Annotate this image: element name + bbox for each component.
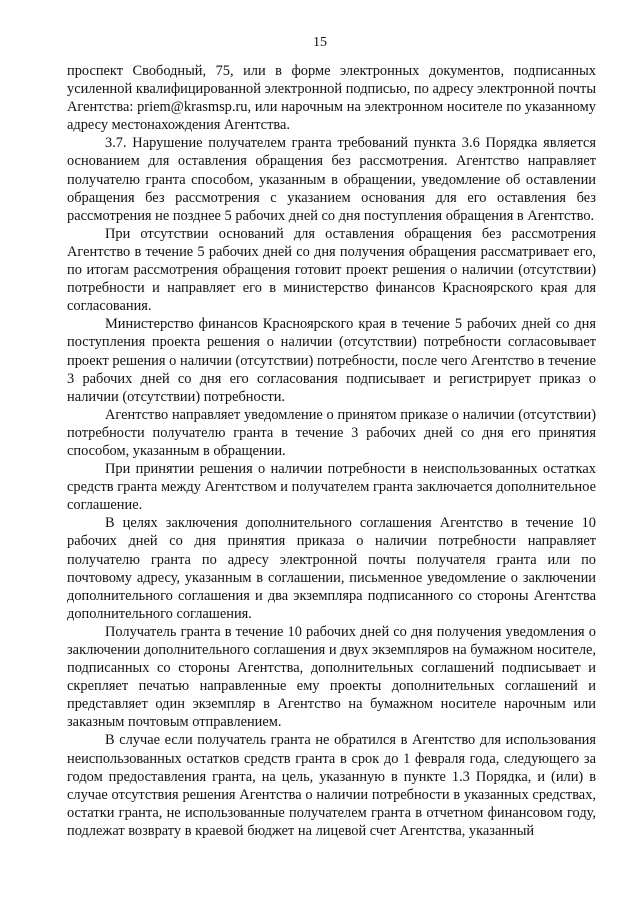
document-body xyxy=(67,62,596,840)
paragraph: В целях заключения дополнительного соглашения Агентство в течение 10 рабочих дней со дня принятия приказа о наличии потребности направляет получателю гранта по адресу электронной почты получателя гранта или по почтовому адресу, указанным в соглашении, письменное уведомление о заключении дополнительного соглашения и два экземпляра подписанного со стороны Агентства дополнительного соглашения. xyxy=(67,515,596,622)
paragraph: Получатель гранта в течение 10 рабочих дней со дня получения уведомления о заключении дополнительного соглашения и двух экземпляров на бумажном носителе, подписанных со стороны Агентства, дополнительных соглашений подписывает и скрепляет печатью направленные ему проекты дополнительных соглашений и представляет один экземпляр в Агентство на бумажном носителе нарочным или заказным почтовым отправлением. xyxy=(67,623,596,731)
paragraph-clause-3-7: 3.7. Нарушение получателем гранта требований пункта 3.6 Порядка является основанием для оставления обращения без рассмотрения. Агентство направляет получателю гранта способом, указанным в обращении, уведомление об оставлении обращения без рассмотрения с указанием основания для его оставления без рассмотрения не позднее 5 рабочих дней со дня поступления обращения в Агентство. xyxy=(67,135,596,224)
paragraph-continuation: проспект Свободный, 75, или в форме электронных документов, подписанных усиленной квалифицированной электронной подписью, по адресу электронной почты Агентства: priem@krasmsp.ru, или нарочным на электронном носителе по указанному адресу местонахождения Агентства. xyxy=(67,63,596,134)
paragraph: Министерство финансов Красноярского края в течение 5 рабочих дней со дня поступления проекта решения о наличии (отсутствии) потребности согласовывает проект решения о наличии (отсутствии) потребности, после чего Агентство в течение 3 рабочих дней со дня его согласования подписывает и регистрирует приказ о наличии (отсутствии) потребности. xyxy=(67,316,596,405)
paragraph: При принятии решения о наличии потребности в неиспользованных остатках средств гранта между Агентством и получателем гранта заключается дополнительное соглашение. xyxy=(67,461,596,514)
paragraph: При отсутствии оснований для оставления обращения без рассмотрения Агентство в течение 5 рабочих дней со дня получения обращения рассматривает его, по итогам рассмотрения обращения готовит проект решения о наличии (отсутствии) потребности и направляет его в министерство финансов Красноярского края для согласования. xyxy=(67,225,596,315)
page-number: 15 xyxy=(313,35,327,50)
paragraph: В случае если получатель гранта не обратился в Агентство для использования неиспользованных остатков средств гранта в срок до 1 февраля года, следующего за годом предоставления гранта, на цель, указанную в пункте 1.3 Порядка, и (или) в случае отсутствия решения Агентства о наличии потребности в указанных средствах, остатки гранта, не использованные получателем гранта в отчетном финансовом году, подлежат возврату в краевой бюджет на лицевой счет Агентства, указанный xyxy=(67,732,596,839)
paragraph: Агентство направляет уведомление о принятом приказе о наличии (отсутствии) потребности получателю гранта в течение 3 рабочих дней со дня его принятия способом, указанным в обращении. xyxy=(67,406,596,459)
